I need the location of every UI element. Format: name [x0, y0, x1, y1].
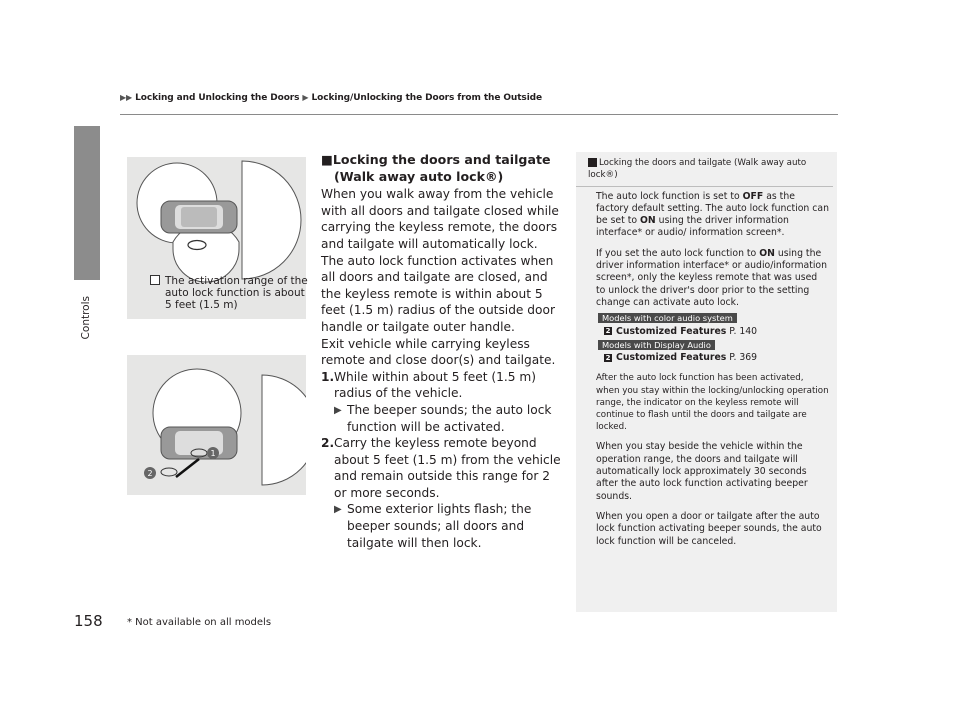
result-arrow-icon: ▶	[334, 504, 342, 516]
reference-icon: 2	[605, 353, 611, 362]
main-para1: When you walk away from the vehicle with all doors and tailgate closed while carrying the keyless remote, the doors and tailgate will automatically lock.	[321, 187, 559, 251]
model-tag-display-audio: Models with Display Audio	[598, 340, 715, 350]
section-heading: ■Locking the doors and tailgate (Walk away auto lock®)	[321, 152, 551, 184]
car-icon	[161, 427, 237, 459]
step-1: 1. While within about 5 feet (1.5 m) radius of the vehicle.	[321, 369, 537, 401]
side-para3: After the auto lock function has been activated, when you stay within the locking/unlocking operation range, the indicator on the keyless remote will continue to flash until the doors and tailgate are locked.	[596, 373, 829, 433]
callout-1: 1	[210, 449, 216, 458]
breadcrumb-arrow-icon: ▶	[302, 93, 309, 102]
side-para2: If you set the auto lock function to ON using the driver information interface* or audio/information screen*, only the keyless remote that was used to unlock the driver's door prior to the setting change can activate auto lock.	[596, 247, 828, 308]
breadcrumb-arrow-icon: ▶▶	[120, 93, 133, 102]
note-marker-icon	[588, 158, 597, 167]
main-content	[321, 152, 561, 551]
sidebar-note	[576, 152, 837, 612]
breadcrumb-part2[interactable]: Locking/Unlocking the Doors from the Outside	[311, 93, 543, 103]
car-icon	[161, 201, 237, 233]
xref-customized-features-140[interactable]: 2 Customized Features P. 140	[605, 325, 758, 337]
footnote: * Not available on all models	[127, 617, 272, 628]
main-para2: The auto lock function activates when all doors and tailgate are closed, and the keyless remote is within about 5 feet (1.5 m) radius of the outside door handle or tailgate outer handle.	[321, 253, 555, 334]
xref-customized-features-369[interactable]: 2 Customized Features P. 369	[605, 352, 758, 364]
model-tag-color-audio: Models with color audio system	[598, 313, 737, 323]
reference-icon: 2	[605, 327, 611, 336]
header-rule	[120, 114, 838, 115]
side-para1: The auto lock function is set to OFF as the factory default setting. The auto lock function can be set to ON using the driver information interface* or audio/ information screen*.	[596, 190, 829, 239]
breadcrumb-part1[interactable]: Locking and Unlocking the Doors	[135, 93, 300, 103]
chapter-tab	[74, 126, 100, 280]
side-para5: When you open a door or tailgate after the auto lock function activating beeper sounds, the auto lock function will be canceled.	[596, 510, 822, 547]
breadcrumb	[120, 93, 840, 109]
figure1-caption: The activation range of the auto lock function is about 5 feet (1.5 m)	[165, 275, 308, 311]
step-1-result: ▶ The beeper sounds; the auto lock function will be activated.	[334, 402, 552, 434]
figure-walk-away	[127, 355, 306, 495]
callout-2: 2	[147, 469, 153, 478]
chapter-label: Controls	[80, 296, 92, 340]
main-para3: Exit vehicle while carrying keyless remote and close door(s) and tailgate.	[321, 336, 556, 368]
page-number: 158	[74, 612, 103, 630]
caption-marker-icon	[150, 275, 160, 285]
sidebar-heading: Locking the doors and tailgate (Walk away auto lock®)	[576, 152, 833, 187]
result-arrow-icon: ▶	[334, 404, 342, 416]
step-2-result: ▶ Some exterior lights flash; the beeper sounds; all doors and tailgate will then lock.	[334, 502, 532, 550]
step-2: 2. Carry the keyless remote beyond about 5 feet (1.5 m) from the vehicle and remain outside this range for 2 or more seconds.	[321, 436, 561, 500]
side-para4: When you stay beside the vehicle within the operation range, the doors and tailgate will automatically lock approximately 30 seconds after the auto lock function activating beeper sounds.	[596, 441, 808, 502]
